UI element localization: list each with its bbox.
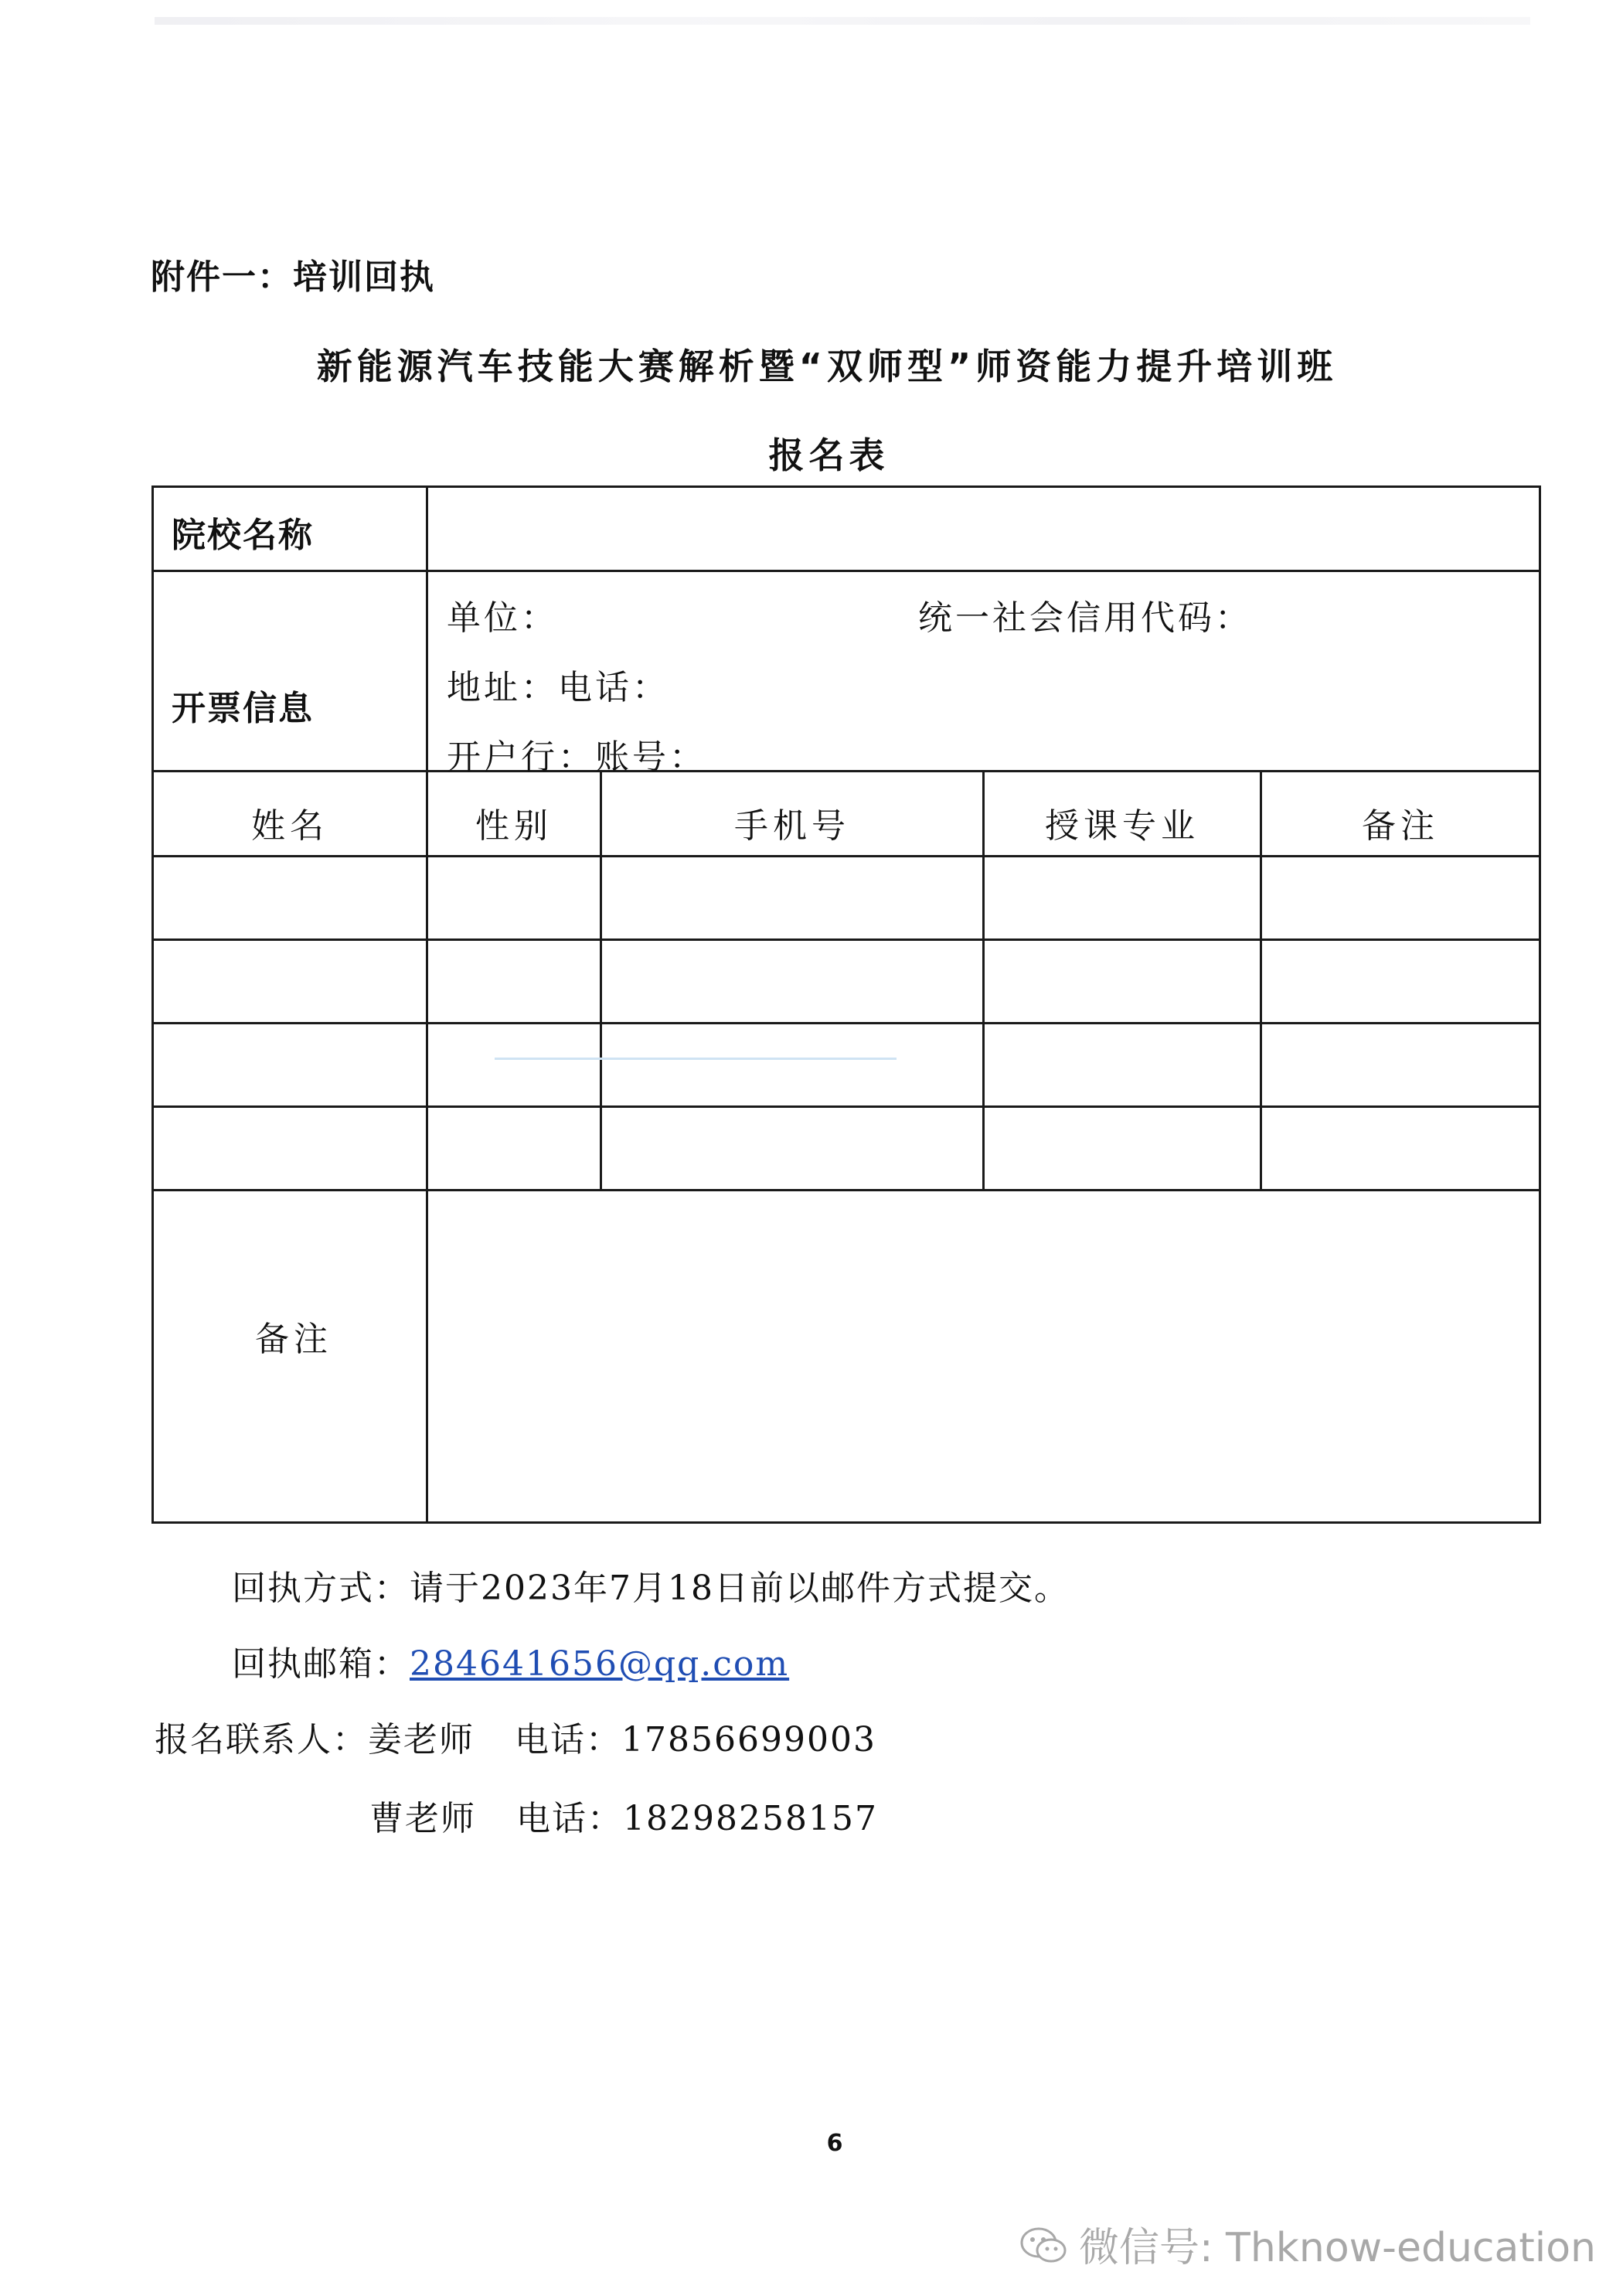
email-link[interactable]: 284641656@qq.com (410, 1644, 790, 1684)
scan-artifact-line (495, 1058, 897, 1060)
invoice-unit-label: 单位： (447, 598, 558, 638)
return-method-label: 回执方式： (232, 1569, 410, 1608)
contact-line-1 (155, 1712, 876, 1761)
column-header-remarks: 备注 (1362, 806, 1439, 846)
contact2-name: 曹老师 (369, 1799, 476, 1838)
contact-line-2 (369, 1790, 878, 1840)
document-title: 新能源汽车技能大赛解析暨“双师型”师资能力提升培训班 (316, 346, 1338, 387)
column-header-name: 姓名 (251, 806, 328, 846)
column-header-major: 授课专业 (1045, 806, 1199, 846)
table-row[interactable] (154, 857, 1539, 938)
table-row[interactable] (154, 941, 1539, 1022)
table-row[interactable] (154, 1024, 1539, 1105)
table-border-bottom (151, 1521, 1541, 1524)
return-email-label: 回执邮箱： (232, 1644, 410, 1684)
invoice-info-label: 开票信息 (172, 689, 314, 728)
contact-label: 报名联系人： (155, 1720, 368, 1759)
table-border-top (151, 485, 1541, 488)
table-row[interactable] (154, 1108, 1539, 1189)
column-header-phone: 手机号 (734, 806, 850, 846)
contact1-name: 姜老师 (368, 1720, 475, 1759)
watermark-text: 微信号: Thknow-education (1079, 2225, 1596, 2271)
column-header-gender: 性别 (475, 806, 553, 846)
invoice-credit-code-label: 统一社会信用代码： (918, 598, 1252, 638)
table-line (151, 1189, 1541, 1191)
form-title: 报名表 (768, 434, 890, 476)
table-border-right (1539, 485, 1541, 1524)
attachment-title: 附件一：培训回执 (151, 257, 435, 297)
remarks-label: 备注 (255, 1320, 332, 1359)
page-number: 6 (826, 2130, 843, 2157)
table-line (151, 570, 1541, 572)
return-method (232, 1560, 1070, 1610)
school-name-label: 院校名称 (172, 516, 314, 555)
return-email (232, 1636, 789, 1685)
scan-artifact (155, 17, 1530, 25)
invoice-address-label: 地址：电话： (447, 668, 669, 707)
return-method-text: 请于2023年7月18日前以邮件方式提交。 (410, 1569, 1070, 1608)
contact1-phone: 电话：17856699003 (515, 1720, 876, 1759)
remarks-field[interactable] (430, 1193, 1537, 1520)
invoice-bank-label: 开户行：账号： (447, 738, 706, 777)
contact2-phone: 电话：18298258157 (516, 1799, 878, 1838)
wechat-icon (1020, 2226, 1068, 2276)
school-name-field[interactable] (430, 489, 1537, 568)
watermark (1020, 2215, 1596, 2276)
table-line (151, 770, 1541, 772)
